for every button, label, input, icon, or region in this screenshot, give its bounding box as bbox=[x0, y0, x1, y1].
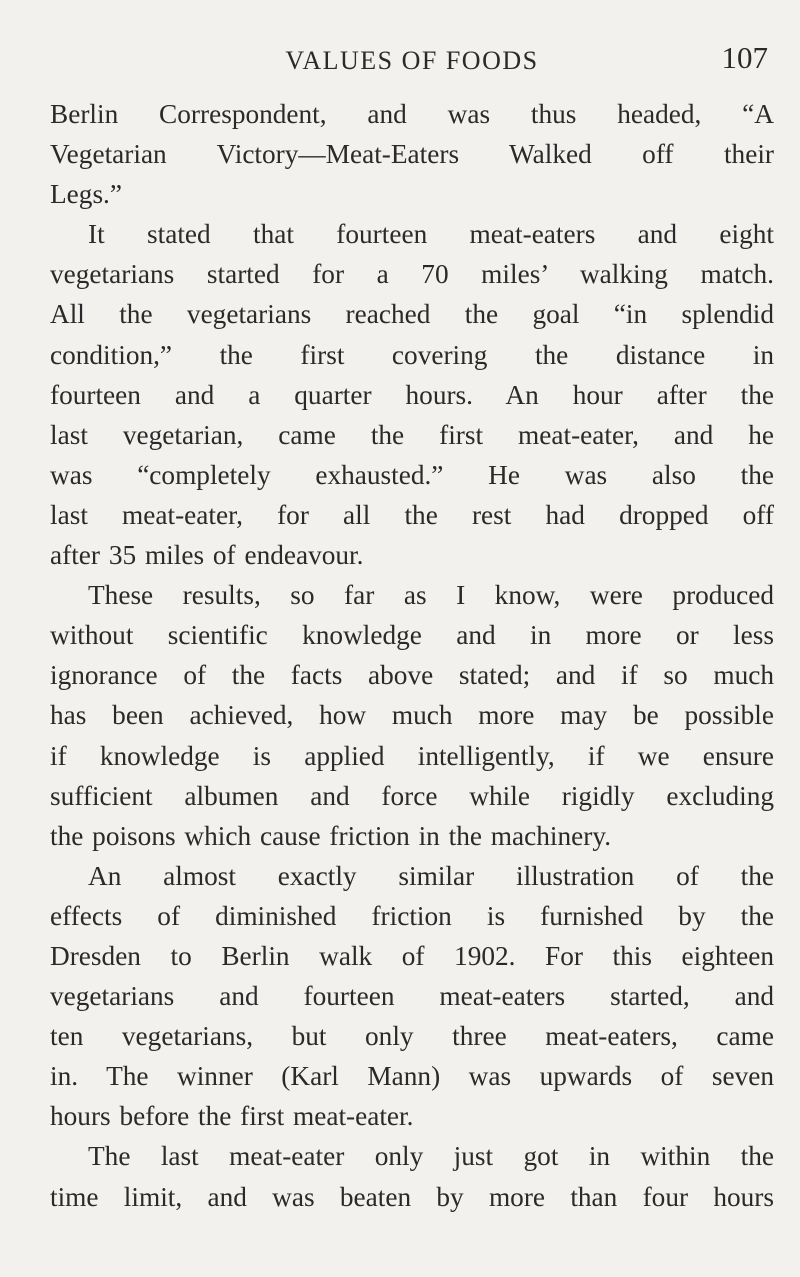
text-line: if knowledge is applied intelligently, if we ensure bbox=[50, 740, 774, 771]
text-line: vegetarians and fourteen meat-eaters started, and bbox=[50, 981, 774, 1012]
text-line: The last meat-eater only just got in within the bbox=[88, 1141, 774, 1172]
text-line: An almost exactly similar illustration of the bbox=[88, 860, 774, 891]
text-line: after 35 miles of endeavour. bbox=[50, 540, 364, 571]
text-line: without scientific knowledge and in more or less bbox=[50, 620, 774, 651]
text-line: vegetarians started for a 70 miles’ walking match. bbox=[50, 259, 774, 290]
text-line: was “completely exhausted.” He was also the bbox=[50, 459, 774, 490]
text-line: last meat-eater, for all the rest had dropped off bbox=[50, 499, 774, 530]
text-line: has been achieved, how much more may be possible bbox=[50, 700, 774, 731]
text-line: time limit, and was beaten by more than four hours bbox=[50, 1181, 774, 1212]
text-line: hours before the first meat-eater. bbox=[50, 1101, 414, 1132]
text-line: Vegetarian Victory—Meat-Eaters Walked off their bbox=[50, 139, 774, 170]
running-title: VALUES OF FOODS bbox=[285, 46, 539, 75]
text-line: Dresden to Berlin walk of 1902. For this eighteen bbox=[50, 940, 774, 971]
text-line: in. The winner (Karl Mann) was upwards of seven bbox=[50, 1061, 774, 1092]
book-page bbox=[50, 38, 774, 1268]
text-line: fourteen and a quarter hours. An hour after the bbox=[50, 379, 774, 410]
text-line: Berlin Correspondent, and was thus headed, “A bbox=[50, 99, 774, 129]
page-number: 107 bbox=[721, 40, 768, 75]
text-line: ten vegetarians, but only three meat-eaters, came bbox=[50, 1021, 774, 1052]
text-line: effects of diminished friction is furnished by the bbox=[50, 900, 774, 931]
text-line: sufficient albumen and force while rigidly excluding bbox=[50, 780, 774, 811]
text-line: last vegetarian, came the first meat-eater, and he bbox=[50, 419, 774, 450]
text-line: the poisons which cause friction in the machinery. bbox=[50, 820, 612, 851]
text-line: These results, so far as I know, were produced bbox=[88, 580, 774, 611]
body-text bbox=[50, 94, 774, 1217]
running-head bbox=[50, 38, 774, 84]
text-line: It stated that fourteen meat-eaters and eight bbox=[88, 219, 774, 250]
text-line: ignorance of the facts above stated; and if so much bbox=[50, 660, 774, 691]
text-line: All the vegetarians reached the goal “in splendid bbox=[50, 299, 774, 330]
text-line: condition,” the first covering the distance in bbox=[50, 339, 774, 370]
text-line: Legs.” bbox=[50, 179, 123, 210]
